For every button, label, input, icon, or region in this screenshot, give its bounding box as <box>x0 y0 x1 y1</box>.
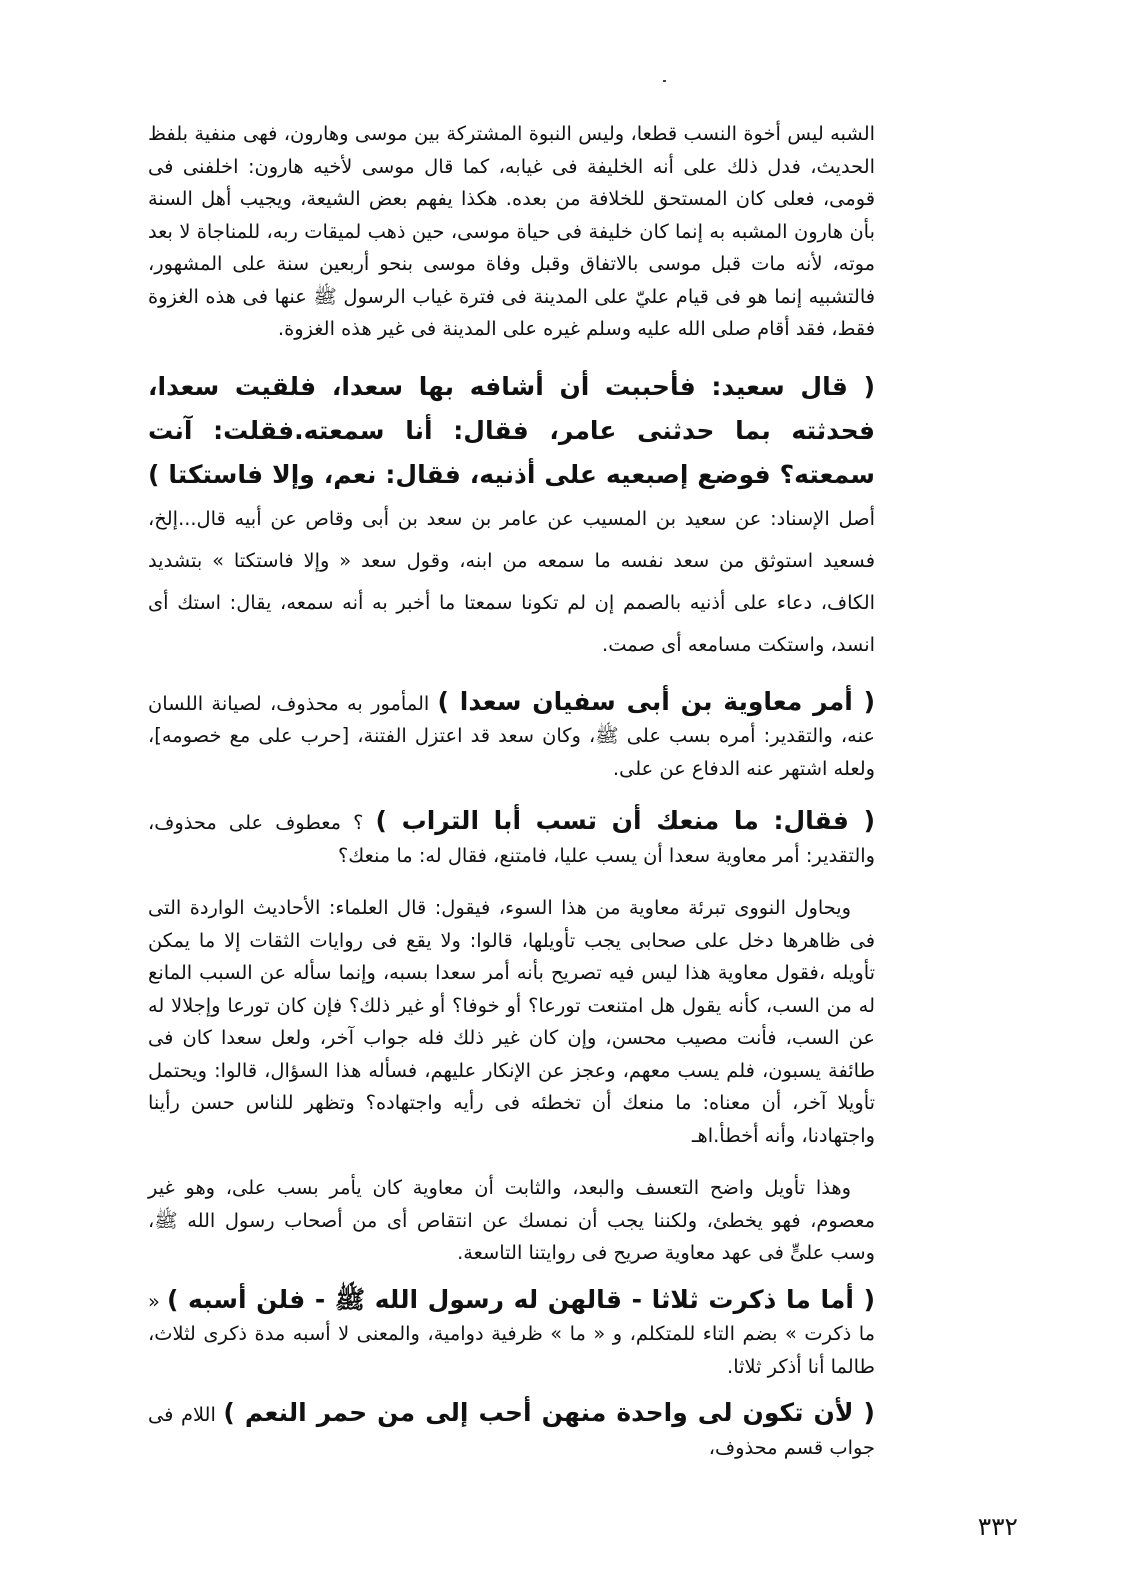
hadith-quote: ( أمر معاوية بن أبى سفيان سعدا ) <box>437 686 875 716</box>
paragraph-4 <box>148 805 875 872</box>
paragraph-3 <box>148 686 875 786</box>
hadith-quote: ( أما ما ذكرت ثلاثا - قالهن له رسول الله ﷺ - فلن أسبه ) <box>166 1284 875 1314</box>
hadith-quote: ( لأن تكون لى واحدة منهن أحب إلى من حمر النعم ) <box>223 1398 875 1427</box>
body-text <box>148 118 875 1464</box>
hadith-quote: ( قال سعيد: فأحببت أن أشافه بها سعدا، فلقيت سعدا، فحدثته بما حدثنى عامر، فقال: أنا سمعته.فقلت: آنت سمعته؟ فوضع إصبعيه على أذنيه، فقال: نعم، وإلا فاستكتا ) <box>148 371 875 489</box>
paragraph-text: وهذا تأويل واضح التعسف والبعد، والثابت أن معاوية كان يأمر بسب على، وهو غير معصوم، فهو يخطئ، ولكننا يجب أن نمسك عن انتقاص أى من أصحاب رسول الله ﷺ، وسب علىٍّ فى عهد معاوية صريح فى روايتنا التاسعة. <box>148 1176 875 1264</box>
paragraph-5 <box>148 892 875 1152</box>
paragraph-text: المأمور به محذوف، لصيانة اللسان عنه، والتقدير: أمره بسب على ﷺ، وكان سعد قد اعتزل الفتنة، [حرب على مع خصومه]، ولعله اشتهر عنه الدفاع عن على. <box>148 691 875 780</box>
paragraph-8 <box>148 1397 875 1464</box>
paragraph-text: الشبه ليس أخوة النسب قطعا، وليس النبوة المشتركة بين موسى وهارون، فهى منفية بلفظ الحديث، فدل ذلك على أنه الخليفة فى غيابه، كما قال موسى لأخيه هارون: اخلفنى فى قومى، فعلى كان المستحق للخلافة من بعده. هكذا يفهم بعض الشيعة، ويجيب أهل السنة بأن هارون المشبه به إنما كان خليفة فى حياة موسى، حين ذهب لميقات ربه، للمناجاة لا بعد موته، لأنه مات قبل موسى بالاتفاق وقبل وفاة موسى بنحو أربعين سنة على المشهور، فالتشبيه إنما هو فى قيام عليّ على المدينة فى فترة غياب الرسول ﷺ عنها فى هذه الغزوة فقط، فقد أقام صلى الله عليه وسلم غيره على المدينة فى غير هذه الغزوة. <box>148 122 875 340</box>
paragraph-7 <box>148 1284 875 1384</box>
paragraph-text: ؟ معطوف على محذوف، والتقدير: أمر معاوية سعدا أن يسب عليا، فامتنع، فقال له: ما منعك؟ <box>148 811 875 867</box>
paragraph-2 <box>148 366 875 666</box>
paragraph-text: اللام فى جواب قسم محذوف، <box>148 1403 875 1459</box>
paragraph-text: ويحاول النووى تبرئة معاوية من هذا السوء، فيقول: قال العلماء: الأحاديث الواردة التى فى ظاهرها دخل على صحابى يجب تأويلها، قالوا: ولا يقع فى روايات الثقات إلا ما يمكن تأويله ،فقول معاوية هذا ليس فيه تصريح بأنه أمر سعدا بسبه، وإنما سأله عن السبب المانع له من السب، كأنه يقول هل امتنعت تورعا؟ أو خوفا؟ أو غير ذلك؟ فإن كان تورعا وإجلالا له عن السب، فأنت مصيب محسن، وإن كان غير ذلك فله جواب آخر، ولعل سعدا كان فى طائفة يسبون، فلم يسب معهم، وعجز عن الإنكار عليهم، فسأله هذا السؤال، قالوا: ويحتمل تأويلا آخر، أن معناه: ما منعك أن تخطئه فى رأيه واجتهاده؟ وتظهر للناس حسن رأينا واجتهادنا، وأنه أخطأ.اهـ <box>148 896 875 1147</box>
paragraph-text: أصل الإسناد: عن سعيد بن المسيب عن عامر بن سعد بن أبى وقاص عن أبيه قال...إلخ، فسعيد استوثق من سعد نفسه ما سمعه من ابنه، وقول سعد « وإلا فاستكتا » بتشديد الكاف، دعاء على أذنيه بالصمم إن لم تكونا سمعتا ما أخبر به أنه سمعه، يقال: استك أى انسد، واستكت مسامعه أى صمت. <box>148 506 875 656</box>
paragraph-1 <box>148 118 875 346</box>
page-number: ٣٣٢ <box>977 1512 1018 1541</box>
hadith-quote: ( فقال: ما منعك أن تسب أبا التراب ) <box>375 806 875 835</box>
paragraph-6 <box>148 1172 875 1270</box>
top-dot-mark <box>663 80 666 82</box>
paragraph-text: « ما ذكرت » بضم التاء للمتكلم، و « ما » ظرفية دوامية، والمعنى لا أسبه مدة ذكرى لثلاث، طالما أنا أذكر ثلاثا. <box>148 1289 875 1378</box>
